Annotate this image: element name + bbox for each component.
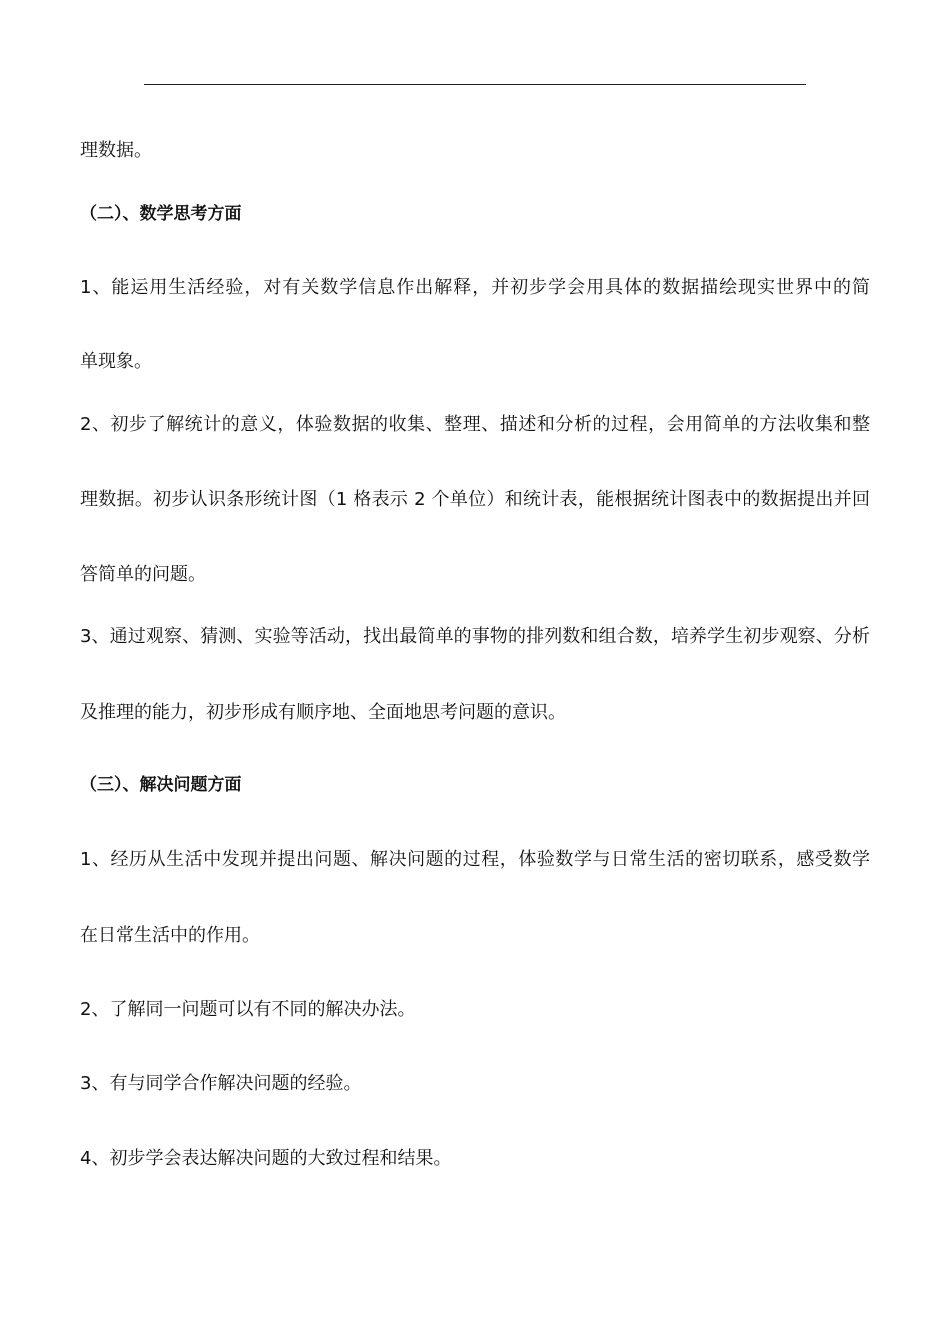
paragraph-continuation: 理数据。 bbox=[80, 140, 152, 161]
problem-item-4: 4、初步学会表达解决问题的大致过程和结果。 bbox=[80, 1148, 452, 1169]
section-heading-problem-solving: （三）、解决问题方面 bbox=[80, 775, 242, 795]
list-item-1-line-2: 单现象。 bbox=[80, 351, 152, 372]
problem-item-1-line-2: 在日常生活中的作用。 bbox=[80, 925, 260, 946]
list-item-2-line-2: 理数据。初步认识条形统计图（1 格表示 2 个单位）和统计表，能根据统计图表中的数据提出并回 bbox=[80, 489, 870, 510]
section-heading-math-thinking: （二）、数学思考方面 bbox=[80, 204, 242, 224]
list-item-3-line-1: 3、通过观察、猜测、实验等活动，找出最简单的事物的排列数和组合数，培养学生初步观察、分析 bbox=[80, 626, 870, 647]
problem-item-3: 3、有与同学合作解决问题的经验。 bbox=[80, 1073, 362, 1094]
list-item-2-line-1: 2、初步了解统计的意义，体验数据的收集、整理、描述和分析的过程，会用简单的方法收集和整 bbox=[80, 414, 870, 435]
problem-item-2: 2、了解同一问题可以有不同的解决办法。 bbox=[80, 999, 416, 1020]
list-item-3-line-2: 及推理的能力，初步形成有顺序地、全面地思考问题的意识。 bbox=[80, 702, 566, 723]
header-rule bbox=[144, 84, 806, 85]
problem-item-1-line-1: 1、经历从生活中发现并提出问题、解决问题的过程，体验数学与日常生活的密切联系，感受数学 bbox=[80, 849, 870, 870]
list-item-1-line-1: 1、能运用生活经验，对有关数学信息作出解释，并初步学会用具体的数据描绘现实世界中的简 bbox=[80, 277, 870, 298]
list-item-2-line-3: 答简单的问题。 bbox=[80, 564, 206, 585]
